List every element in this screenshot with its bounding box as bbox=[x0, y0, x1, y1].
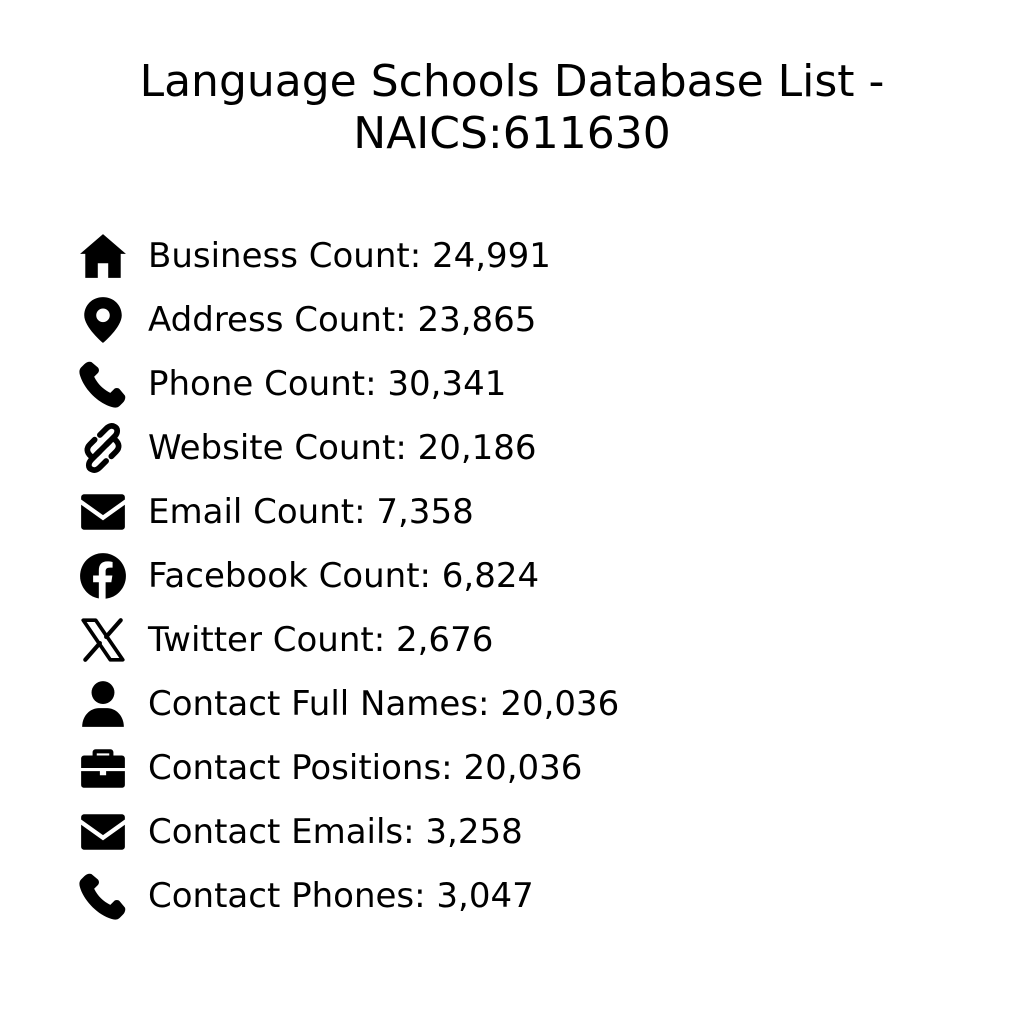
map-pin-icon bbox=[78, 294, 130, 346]
envelope-icon bbox=[78, 486, 130, 538]
link-icon bbox=[78, 422, 130, 474]
title-line-2: NAICS:611630 bbox=[353, 108, 671, 159]
stat-facebook-count bbox=[78, 544, 619, 608]
stat-contact-full-names bbox=[78, 672, 619, 736]
stat-contact-emails bbox=[78, 800, 619, 864]
stat-label: Contact Emails: 3,258 bbox=[148, 812, 523, 852]
stat-email-count bbox=[78, 480, 619, 544]
user-icon bbox=[78, 678, 130, 730]
stat-business-count bbox=[78, 224, 619, 288]
envelope-icon bbox=[78, 806, 130, 858]
briefcase-icon bbox=[78, 742, 130, 794]
stat-label: Address Count: 23,865 bbox=[148, 300, 537, 340]
page-title bbox=[0, 56, 1024, 160]
stat-address-count bbox=[78, 288, 619, 352]
facebook-icon bbox=[78, 550, 130, 602]
stat-contact-positions bbox=[78, 736, 619, 800]
phone-icon bbox=[78, 358, 130, 410]
stat-label: Twitter Count: 2,676 bbox=[148, 620, 494, 660]
stat-label: Facebook Count: 6,824 bbox=[148, 556, 540, 596]
title-line-1: Language Schools Database List - bbox=[139, 56, 885, 107]
stat-label: Contact Positions: 20,036 bbox=[148, 748, 583, 788]
stat-label: Phone Count: 30,341 bbox=[148, 364, 507, 404]
x-twitter-icon bbox=[78, 614, 130, 666]
stat-label: Business Count: 24,991 bbox=[148, 236, 551, 276]
stat-label: Website Count: 20,186 bbox=[148, 428, 537, 468]
stat-label: Contact Phones: 3,047 bbox=[148, 876, 534, 916]
phone-icon bbox=[78, 870, 130, 922]
stat-phone-count bbox=[78, 352, 619, 416]
stat-label: Contact Full Names: 20,036 bbox=[148, 684, 620, 724]
stat-label: Email Count: 7,358 bbox=[148, 492, 474, 532]
stat-website-count bbox=[78, 416, 619, 480]
stat-twitter-count bbox=[78, 608, 619, 672]
stat-contact-phones bbox=[78, 864, 619, 928]
stats-list bbox=[78, 224, 619, 928]
home-icon bbox=[78, 230, 130, 282]
